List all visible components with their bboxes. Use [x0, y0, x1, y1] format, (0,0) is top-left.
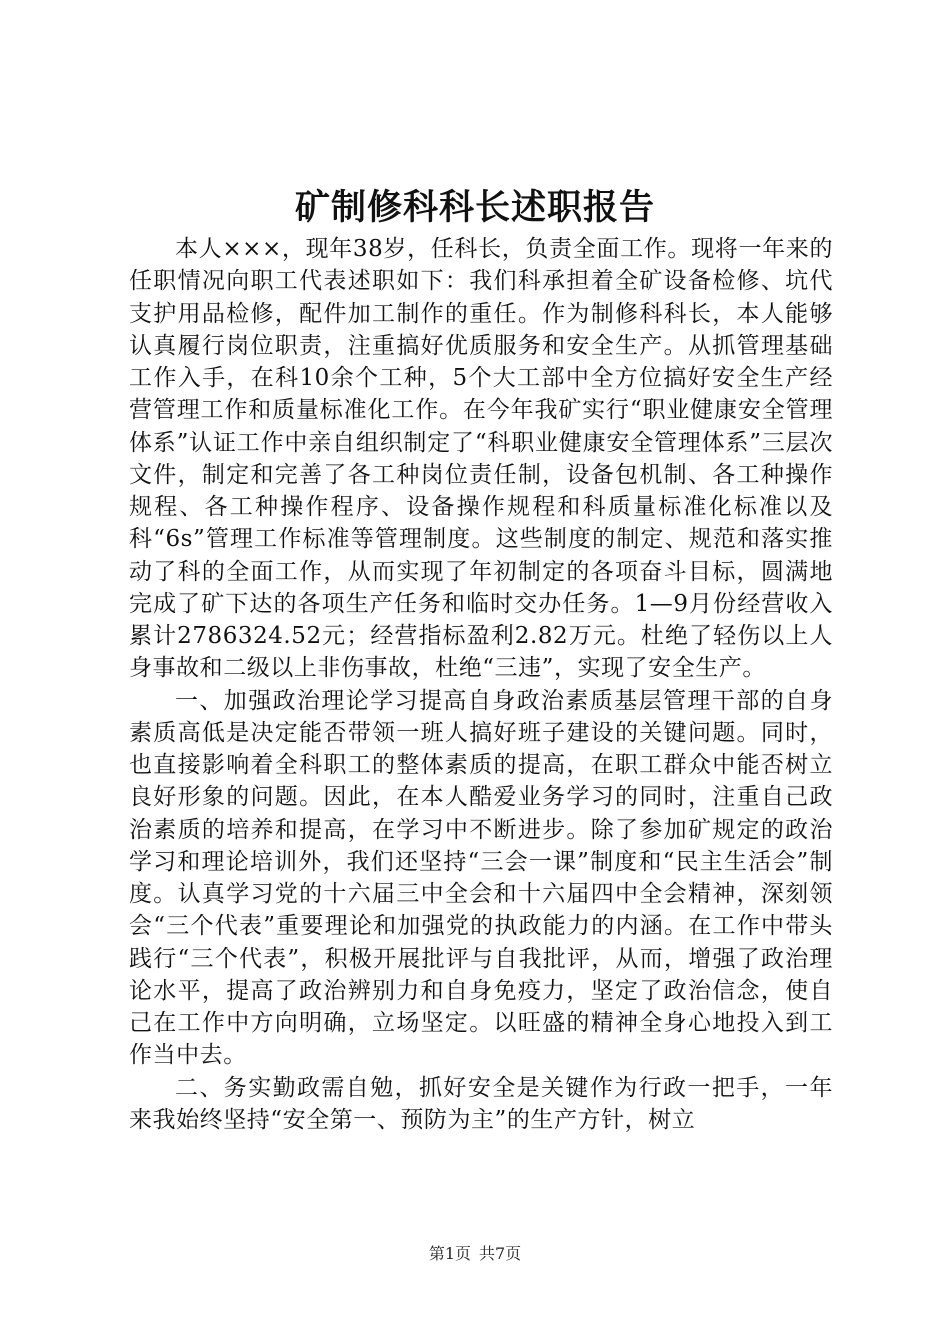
page-total: 共7页: [479, 1244, 522, 1263]
paragraph-intro: 本人×××，现年38岁，任科长，负责全面工作。现将一年来的任职情况向职工代表述职如下：我们科承担着全矿设备检修、坑代支护用品检修，配件加工制作的重任。作为制修科科长，本人能够认真履行岗位职责，注重搞好优质服务和安全生产。从抓管理基础工作入手，在科10余个工种，5个大工部中全方位搞好安全生产经营管理工作和质量标准化工作。在今年我矿实行“职业健康安全管理体系”认证工作中亲自组织制定了“科职业健康安全管理体系”三层次文件，制定和完善了各工种岗位责任制，设备包机制、各工种操作规程、各工种操作程序、设备操作规程和科质量标准化标准以及科“6s”管理工作标准等管理制度。这些制度的制定、规范和落实推动了科的全面工作，从而实现了年初制定的各项奋斗目标，圆满地完成了矿下达的各项生产任务和临时交办任务。1—9月份经营收入累计2786324.52元；经营指标盈利2.82万元。杜绝了轻伤以上人身事故和二级以上非伤事故，杜绝“三违”，实现了安全生产。: [129, 236, 833, 682]
page-footer: [0, 1242, 950, 1266]
page-number: 第1页: [428, 1244, 471, 1263]
document-body: [129, 233, 833, 1136]
paragraph-section-1: 一、加强政治理论学习提高自身政治素质基层管理干部的自身素质高低是决定能否带领一班人搞好班子建设的关键问题。同时，也直接影响着全科职工的整体素质的提高，在职工群众中能否树立良好形象的问题。因此，在本人酷爱业务学习的同时，注重自己政治素质的培养和提高，在学习中不断进步。除了参加矿规定的政治学习和理论培训外，我们还坚持“三会一课”制度和“民主生活会”制度。认真学习党的十六届三中全会和十六届四中全会精神，深刻领会“三个代表”重要理论和加强党的执政能力的内涵。在工作中带头践行“三个代表”，积极开展批评与自我批评，从而，增强了政治理论水平，提高了政治辨别力和自身免疫力，坚定了政治信念，使自己在工作中方向明确，立场坚定。以旺盛的精神全身心地投入到工作当中去。: [129, 687, 833, 1069]
paragraph-section-2: 二、务实勤政需自勉，抓好安全是关键作为行政一把手，一年来我始终坚持“安全第一、预防为主”的生产方针，树立: [129, 1074, 833, 1133]
document-title: 矿制修科科长述职报告: [294, 187, 655, 228]
